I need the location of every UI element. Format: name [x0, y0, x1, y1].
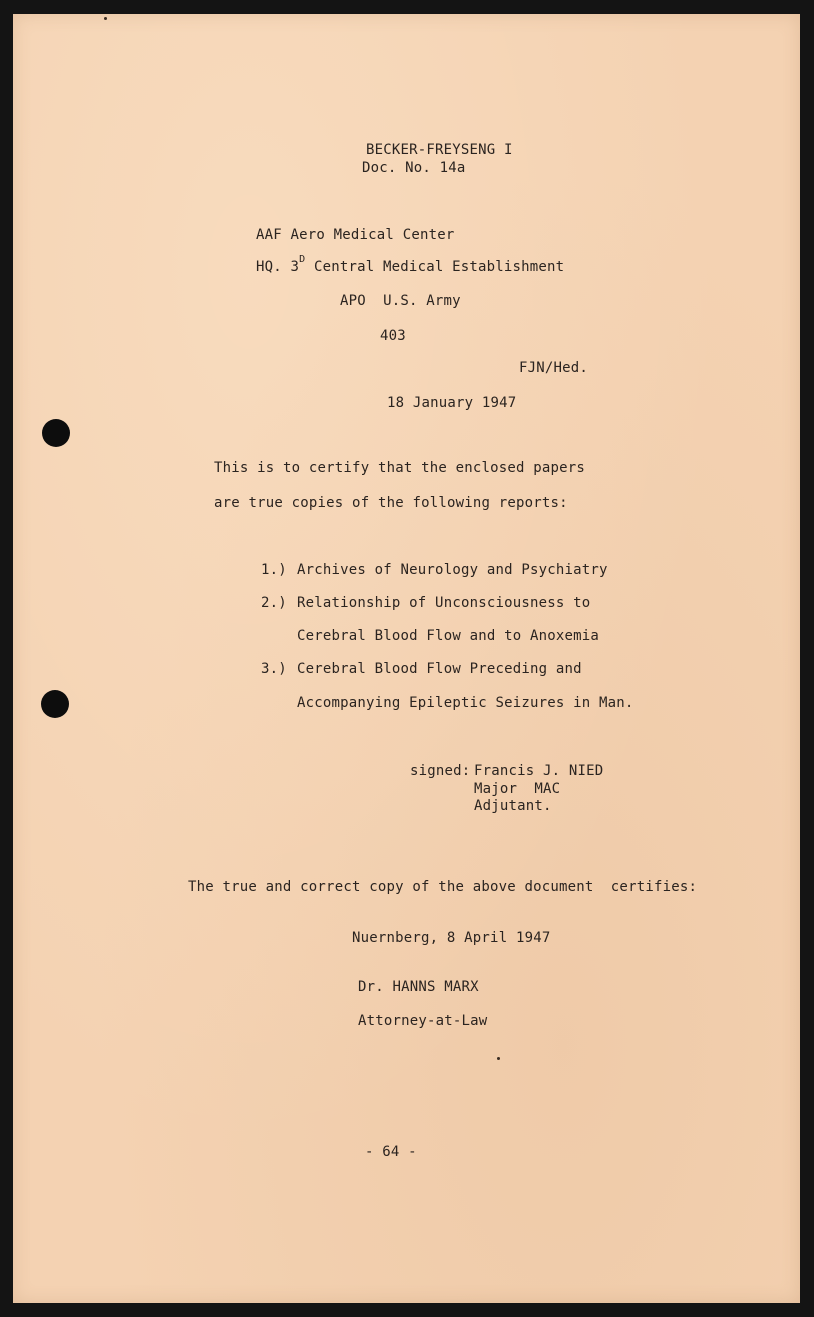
- doc-number: Doc. No. 14a: [362, 160, 466, 176]
- report-2-number: 2.): [261, 595, 287, 611]
- report-1-title: Archives of Neurology and Psychiatry: [297, 562, 608, 578]
- signatory-rank: Major MAC: [474, 781, 561, 797]
- report-3-title-line-1: Cerebral Blood Flow Preceding and: [297, 661, 582, 677]
- signatory-title: Adjutant.: [474, 798, 552, 814]
- letterhead-hq: [256, 254, 565, 276]
- certification-statement: The true and correct copy of the above document certifies:: [188, 879, 698, 895]
- hq-superscript: D: [299, 254, 306, 266]
- letterhead-apo: APO U.S. Army: [340, 293, 461, 309]
- report-2-title-line-2: Cerebral Blood Flow and to Anoxemia: [297, 628, 600, 644]
- attorney-role: Attorney-at-Law: [358, 1013, 488, 1029]
- letter-date: 18 January 1947: [387, 395, 517, 411]
- punch-hole-upper: [42, 419, 70, 447]
- paper-page: [13, 14, 800, 1303]
- page-number: - 64 -: [365, 1144, 417, 1160]
- hq-prefix: HQ. 3: [256, 259, 300, 275]
- report-3-title-line-2: Accompanying Epileptic Seizures in Man.: [297, 695, 634, 711]
- hq-rest: Central Medical Establishment: [305, 259, 565, 275]
- report-1-number: 1.): [261, 562, 287, 578]
- intro-line-2: are true copies of the following reports:: [214, 495, 568, 511]
- punch-hole-lower: [41, 690, 69, 718]
- ink-speck: [497, 1057, 500, 1060]
- letterhead-apo-number: 403: [380, 328, 406, 344]
- ink-speck: [104, 17, 107, 20]
- signatory-name: Francis J. NIED: [474, 763, 604, 779]
- certification-place-date: Nuernberg, 8 April 1947: [352, 930, 551, 946]
- intro-line-1: This is to certify that the enclosed papers: [214, 460, 586, 476]
- case-title: BECKER-FREYSENG I: [366, 142, 513, 158]
- report-2-title-line-1: Relationship of Unconsciousness to: [297, 595, 591, 611]
- letterhead-center: AAF Aero Medical Center: [256, 227, 455, 243]
- report-3-number: 3.): [261, 661, 287, 677]
- reference-initials: FJN/Hed.: [519, 360, 589, 376]
- signature-label: signed:: [410, 763, 471, 779]
- attorney-name: Dr. HANNS MARX: [358, 979, 479, 995]
